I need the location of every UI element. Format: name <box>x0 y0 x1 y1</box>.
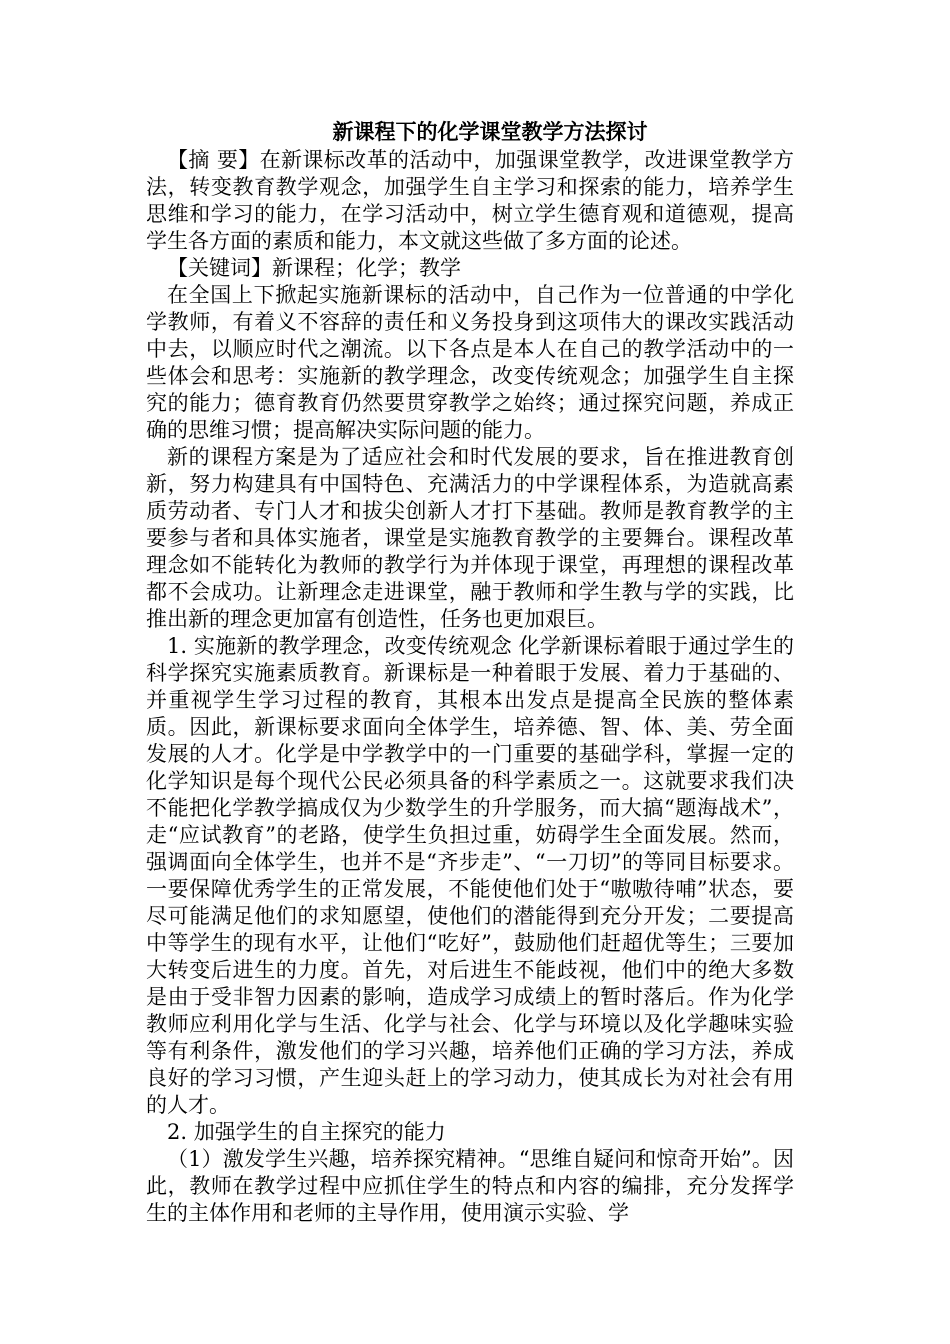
section-1-paragraph: 1. 实施新的教学理念，改变传统观念 化学新课标着眼于通过学生的科学探究实施素质教育。新课标是一种着眼于发展、着力于基础的、并重视学生学习过程的教育，其根本出发点是提高全民族的整体素质。因此，新课标要求面向全体学生，培养德、智、体、美、劳全面发展的人才。化学是中学教学中的一门重要的基础学科，掌握一定的化学知识是每个现代公民必须具备的科学素质之一。这就要求我们决不能把化学教学搞成仅为少数学生的升学服务，而大搞“题海战术”，走“应试教育”的老路，使学生负担过重，妨碍学生全面发展。然而，强调面向全体学生，也并不是“齐步走”、“一刀切”的等同目标要求。一要保障优秀学生的正常发展，不能使他们处于“嗷嗷待哺”状态，要尽可能满足他们的求知愿望，使他们的潜能得到充分开发；二要提高中等学生的现有水平，让他们“吃好”，鼓励他们赶超优等生；三要加大转变后进生的力度。首先，对后进生不能歧视，他们中的绝大多数是由于受非智力因素的影响，造成学习成绩上的暂时落后。作为化学教师应利用化学与生活、化学与社会、化学与环境以及化学趣味实验等有利条件，激发他们的学习兴趣，培养他们正确的学习方法，养成良好的学习习惯，产生迎头赶上的学习动力，使其成长为对社会有用的人才。 <box>146 634 794 1117</box>
document-body <box>146 118 794 1227</box>
section-2-heading: 2. 加强学生的自主探究的能力 <box>167 1120 446 1144</box>
abstract-paragraph: 【摘 要】在新课标改革的活动中，加强课堂教学，改进课堂教学方法，转变教育教学观念，加强学生自主学习和探索的能力，培养学生思维和学习的能力，在学习活动中，树立学生德育观和道德观，提高学生各方面的素质和能力，本文就这些做了多方面的论述。 <box>146 148 794 253</box>
document-title: 新课程下的化学课堂教学方法探讨 <box>332 120 648 144</box>
subsection-1-paragraph: （1）激发学生兴趣，培养探究精神。“思维自疑问和惊奇开始”。因此，教师在教学过程中应抓住学生的特点和内容的编排，充分发挥学生的主体作用和老师的主导作用，使用演示实验、学 <box>146 1147 794 1225</box>
body-paragraph: 新的课程方案是为了适应社会和时代发展的要求，旨在推进教育创新，努力构建具有中国特色、充满活力的中学课程体系，为造就高素质劳动者、专门人才和拔尖创新人才打下基础。教师是教育教学的主要参与者和具体实施者，课堂是实施教育教学的主要舞台。课程改革理念如不能转化为教师的教学行为并体现于课堂，再理想的课程改革都不会成功。让新理念走进课堂，融于教师和学生教与学的实践，比推出新的理念更加富有创造性，任务也更加艰巨。 <box>146 445 794 631</box>
intro-paragraph: 在全国上下掀起实施新课标的活动中，自己作为一位普通的中学化学教师，有着义不容辞的责任和义务投身到这项伟大的课改实践活动中去，以顺应时代之潮流。以下各点是本人在自己的教学活动中的一些体会和思考：实施新的教学理念，改变传统观念；加强学生自主探究的能力；德育教育仍然要贯穿教学之始终；通过探究问题，养成正确的思维习惯；提高解决实际问题的能力。 <box>146 283 794 442</box>
keywords-paragraph: 【关键词】新课程；化学；教学 <box>167 256 461 280</box>
